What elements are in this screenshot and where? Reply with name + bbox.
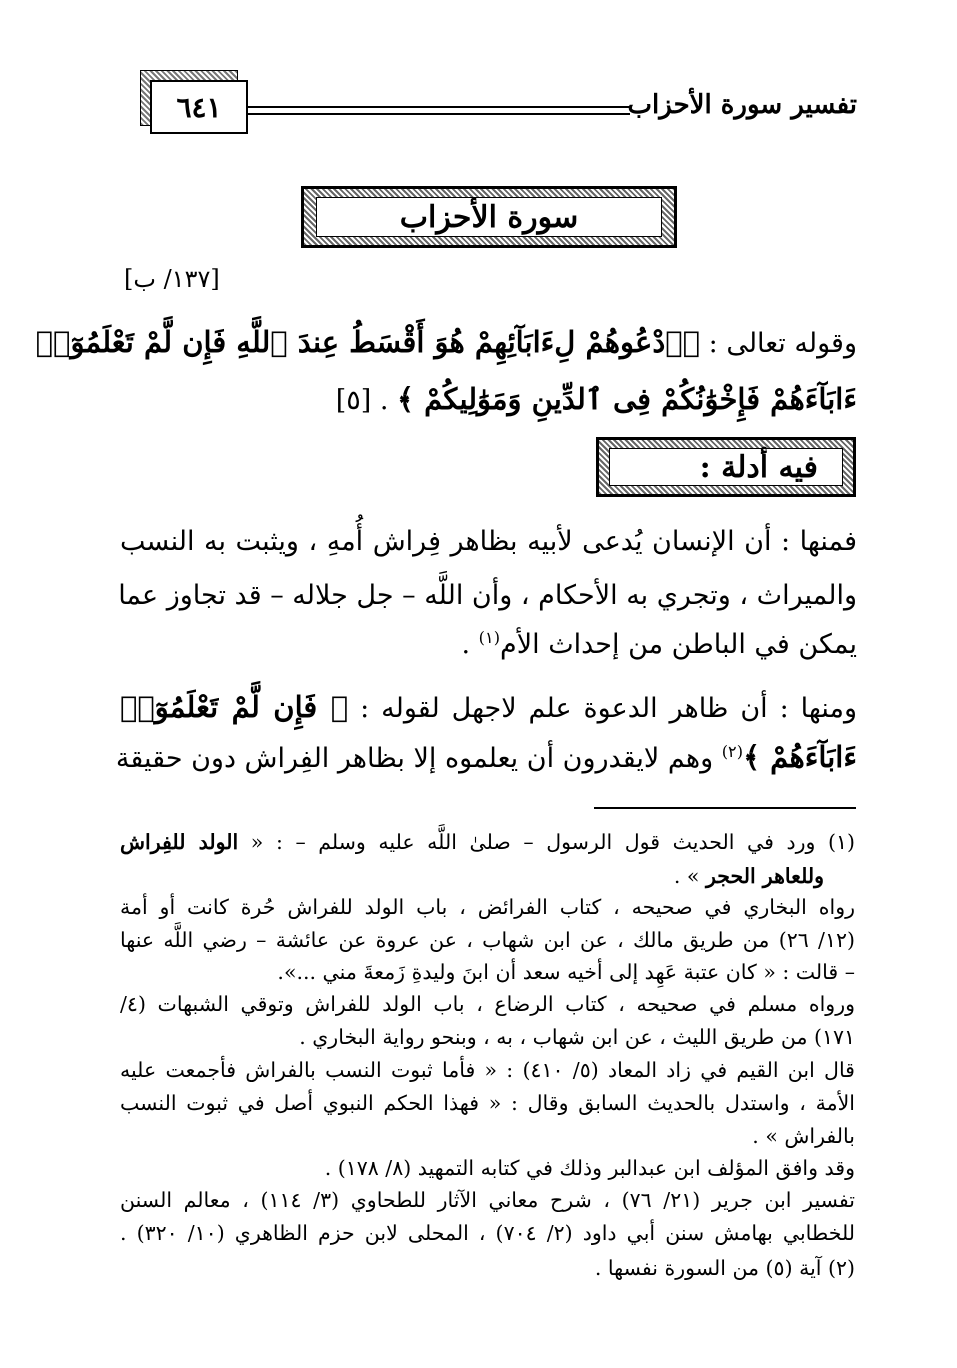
- footnote-line: – قالت : « كان عتبة عَهِد إلى أخيه سعد أن ابنَ وليدةِ زَمعةَ مني ...».: [277, 960, 855, 984]
- quran-quote: ﴿ فَإِن لَّمْ تَعْلَمُوٓا۟: [120, 690, 349, 724]
- footnote-line: وقد وافق المؤلف ابن عبدالبر وذلك في كتابه التمهيد (٨/ ١٧٨) .: [324, 1156, 855, 1180]
- hadith-text: الولد للفِراش: [120, 830, 239, 854]
- body-line: فمنها : أن الإنسان يُدعى لأبيه بظاهر فِراش أُمهِ ، ويثبت به النسب: [120, 526, 857, 557]
- footnote-marker: (١): [478, 628, 501, 647]
- footnote-line: [674, 864, 824, 888]
- subheading-frame: [596, 437, 856, 497]
- verse-intro: وقوله تعالى :: [708, 328, 857, 359]
- footnote-text: (١) ورد في الحديث قول الرسول – صلىٰ اللَّه عليه وسلم – : «: [238, 830, 856, 854]
- footnote-text: » .: [673, 864, 706, 888]
- body-line: [115, 740, 857, 774]
- page-number: [150, 80, 248, 134]
- surah-title-frame: [301, 186, 677, 248]
- body-line: [461, 628, 857, 660]
- page-number-text: ٦٤١: [176, 90, 222, 124]
- verse-line-2: [336, 382, 857, 416]
- footnote-line: ورواه مسلم في صحيحه ، كتاب الرضاع ، باب الولد للفراش وتوقي الشبهات (٤/: [120, 992, 855, 1016]
- surah-title: [316, 197, 662, 237]
- body-text: وهم لايقدرون أن يعلموه إلا بظاهر الفِراش دون حقيقة: [115, 743, 722, 774]
- body-text: يمكن في الباطن من إحداث الأم: [500, 629, 857, 660]
- footnote-line: الأمة ، واستدل بالحديث السابق وقال : « فهذا الحكم النبوي أصل في ثبوت النسب: [120, 1091, 855, 1115]
- body-line: [120, 690, 857, 724]
- header-rule: [248, 106, 630, 115]
- running-title: تفسير سورة الأحزاب: [627, 90, 857, 120]
- hadith-text: وللعاهر الحجر: [705, 864, 824, 888]
- verse-line-1: [35, 325, 857, 359]
- footnote-line: للخطابي بهامش سنن أبي داود (٢/ ٧٠٤) ، المحلى لابن حزم الظاهري (١٠/ ٣٢٠) .: [120, 1221, 855, 1245]
- body-text: .: [461, 629, 479, 660]
- footnote-line: (٢) آية (٥) من السورة نفسها .: [594, 1256, 855, 1280]
- footnote-line: [120, 830, 855, 854]
- footnote-marker: (٢): [721, 742, 744, 761]
- manuscript-reference: [١٣٧/ ب]: [124, 265, 220, 293]
- subheading-text: فيه أدلة :: [699, 449, 818, 485]
- footnote-line: (١٢/ ٢٦) من طريق مالك ، عن ابن شهاب ، عن عروة عن عائشة – رضي اللَّه عنها: [120, 928, 855, 952]
- footnote-line: قال ابن القيم في زاد المعاد (٥/ ٤١٠) : « فأما ثبوت النسب بالفراش فأجمعت عليه: [120, 1058, 855, 1082]
- footnote-line: ١٧١) من طريق الليث ، عن ابن شهاب ، به ، وبنحو رواية البخاري .: [299, 1025, 855, 1049]
- subheading: [609, 448, 843, 486]
- footnote-line: تفسير ابن جرير (٢١/ ٧٦) ، شرح معاني الآثار للطحاوي (٣/ ١١٤) ، معالم السنن: [120, 1188, 855, 1212]
- footnote-line: بالفراش » .: [752, 1124, 855, 1148]
- footnote-separator: [594, 807, 856, 809]
- quran-verse-part-1: ﴿ٱدْعُوهُمْ لِءَابَآئِهِمْ هُوَ أَقْسَطُ عِندَ ٱللَّهِ فَإِن لَّمْ تَعْلَمُوٓا۟: [35, 325, 701, 359]
- body-text: ومنها : أن ظاهر الدعوة علم لاجهل لقوله :: [360, 693, 857, 724]
- footnote-line: رواه البخاري في صحيحه ، كتاب الفرائض ، باب الولد للفراش حُرة كانت أو أمة: [120, 895, 855, 919]
- verse-number: . [٥]: [335, 385, 389, 416]
- quran-verse-part-2: ءَابَآءَهُمْ فَإِخْوَٰنُكُمْ فِى ٱلدِّينِ وَمَوَٰلِيكُمْ ﴾: [397, 382, 857, 416]
- body-line: والميراث ، وتجري به الأحكام ، وأن اللَّه – جل جلاله – قد تجاوز عما: [118, 580, 857, 611]
- surah-title-text: سورة الأحزاب: [399, 199, 579, 235]
- quran-quote: ءَابَآءَهُمْ ﴾: [743, 740, 857, 774]
